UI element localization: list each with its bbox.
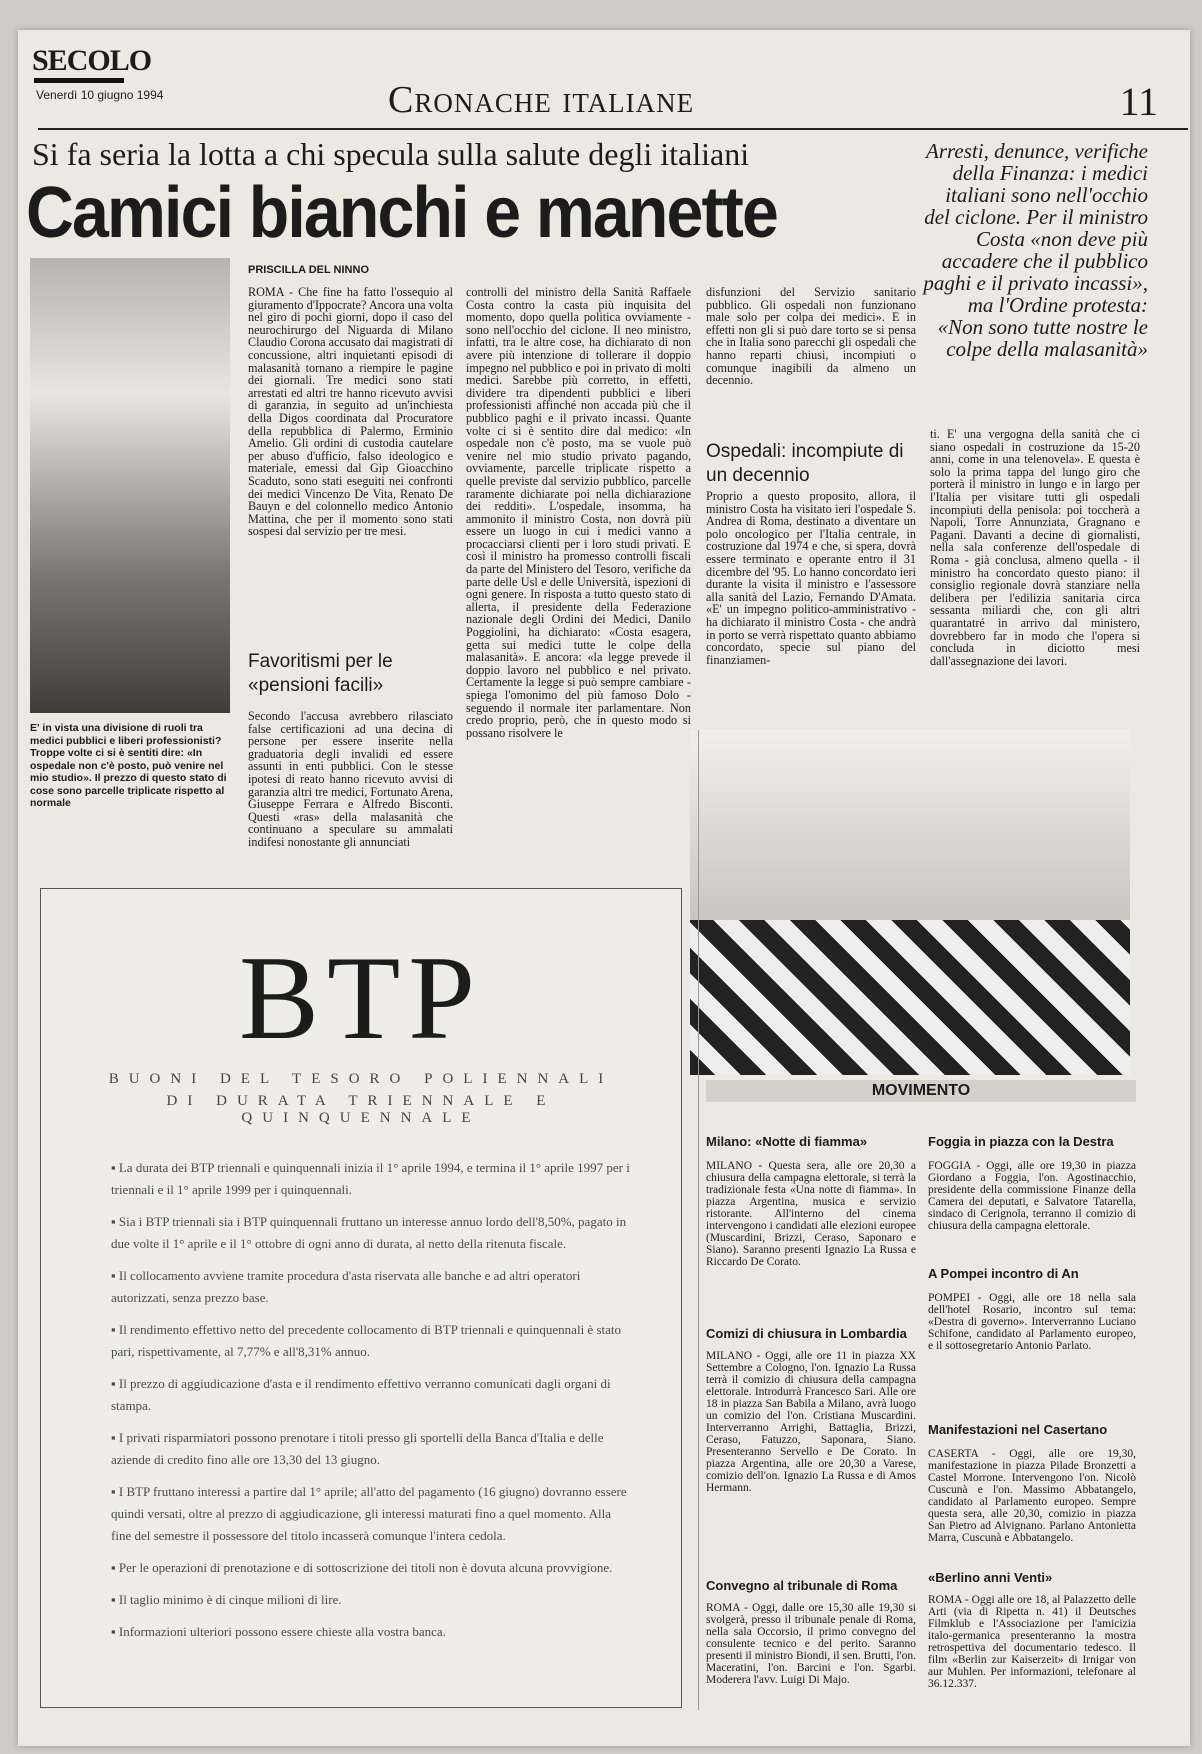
article-kicker: Si fa seria la lotta a chi specula sulla salute degli italiani xyxy=(32,136,750,172)
brief-title: Manifestazioni nel Casertano xyxy=(928,1422,1108,1437)
article-column-3: disfunzioni del Servizio sanitario pubblico. Gli ospedali non funzionano male solo per colpa dei medici». E in effetti non gli si può dare torto se si pensa che in Italia sono parecchi gli ospedali che hanno reparti chiusi, incompiuti o comunque inagibili da almeno un decennio. xyxy=(706,286,916,388)
brief-text: POMPEI - Oggi, alle ore 18 nella sala dell'hotel Rosario, incontro sul tema: «Destra di governo». Interverranno Luciano Schifone, candidato al Parlamento europeo, e il sottosegretario Antonio Parlato. xyxy=(928,1292,1136,1352)
masthead-rule xyxy=(38,128,1188,130)
article-headline: Camici bianchi e manette xyxy=(26,173,777,253)
article-column-2: controlli del ministro della Sanità Raffaele Costa contro la casta più inquisita del momento, dopo quella politica ovviamente - sono nell'occhio del ciclone. Il neo ministro, infatti, tra le altre cose, ha dichiarato di non avere più intenzione di tollerare il doppio impegno nel pubblico e poi in privato di molti medici. Sarebbe più corretto, in effetti, dividere tra dipendenti pubblici e liberi professionisti affinché non accada più che il pubblico paghi e il privato incassi. Quante volte ci si è sentito dire dal medico: «In ospedale non c'è posto, ma se vuole può venire nel mio studio privato pagando, ovviamente, parcelle triplicate rispetto a quelle previste dal servizio pubblico, parcelle raramente dichiarate poi nella dichiarazione dei redditi». L'ospedale, insomma, ha ammonito il ministro Costa, non dovrà più essere un luogo in cui i medici vanno a procacciarsi clienti per i loro studi privati. E così il ministro ha promesso controlli fiscali da parte del Ministero del Tesoro, verifiche da parte delle Usl e delle Università, ispezioni di ogni genere. In risposta a tutto questo stato di allerta, il presidente della Federazione nazionale degli Ordini dei Medici, Danilo Poggiolini, ha dichiarato: «Costa esagera, getta sui medici tutte le colpe della malasanità». E ancora: «la legge prevede il doppio lavoro nel pubblico e nel privato. Certamente la legge si può sempre cambiare - spiega l'omonimo del più famoso Dolo - seguendo il normale iter parlamentare. Non credo proprio, però, che in questo modo si possano risolvere le xyxy=(466,286,691,740)
subheading-favoritismi: Favoritismi per le «pensioni facili» xyxy=(248,651,393,696)
brief-title: Milano: «Notte di fiamma» xyxy=(706,1134,868,1149)
article-deck: Arresti, denunce, verifiche della Finanza: i medici italiani sono nell'occhio del ciclone. Per il ministro Costa «non deve più accadere che il pubblico paghi e il privato incassi», ma l'Ordine protesta: «Non sono tutte nostre le colpe della malasanità» xyxy=(923,139,1148,361)
ad-title: BTP xyxy=(238,931,484,1064)
brief-title: Comizi di chiusura in Lombardia xyxy=(706,1326,907,1341)
newspaper-logo: SECOLO xyxy=(32,44,152,77)
photo-caption: E' in vista una divisione di ruoli tra medici pubblici e liberi professionisti? Troppe volte ci si è sentiti dire: «In ospedale non c'è posto, può venire nel mio studio». Il prezzo di questo stato di cose sono parcelle triplicate rispetto al normale xyxy=(30,722,227,809)
byline: PRISCILLA DEL NINNO xyxy=(248,264,370,276)
btp-advertisement xyxy=(40,888,682,1708)
ad-item: ▪ I BTP fruttano interessi a partire dal 1° aprile; all'atto del pagamento (16 giugno) dovranno essere quindi versati, oltre al prezzo di aggiudicazione, gli interessi maturati fino a quel momento. Alla fine del semestre il possessore del titolo incasserà comunque l'intera cedola. xyxy=(111,1481,631,1547)
newspaper-page xyxy=(18,30,1190,1746)
column-divider xyxy=(698,730,699,1710)
ad-subtitle-2: DI DURATA TRIENNALE E QUINQUENNALE xyxy=(166,1093,556,1126)
brief-text: MILANO - Questa sera, alle ore 20,30 a chiusura della campagna elettorale, si terrà la tradizionale festa «Una notte di fiamma». In piazza Argentina, musica e servizio ristorante. All'interno del cinema intervengono i candidati alle elezioni europee (Muscardini, Brizzi, Ceraso, Saponaro e Siano). Saranno presenti Ignazio La Russa e Riccardo De Corato. xyxy=(706,1160,916,1268)
page-number: 11 xyxy=(1119,79,1158,124)
ad-subtitle-1: BUONI DEL TESORO POLIENNALI xyxy=(108,1071,614,1087)
movimento-title: MOVIMENTO xyxy=(871,1082,971,1099)
doctor-photo xyxy=(30,258,230,713)
brief-text: MILANO - Oggi, alle ore 11 in piazza XX Settembre a Cologno, l'on. Ignazio La Russa terrà il comizio di chiusura della campagna elettorale. Introdurrà Francesco Sari. Alle ore 18 in piazza San Babila a Milano, avrà luogo un comizio del l'on. Cristiana Muscardini. Interverranno Arrighi, Battaglia, Brizzi, Ceraso, Fatuzzo, Saponara, Siano. Presenteranno Servello e De Corato. In piazza Argentina, alle ore 20,30 a Varese, comizio dell'on. Ignazio La Russa e di Amos Hermann. xyxy=(706,1350,916,1494)
article-column-1b: Secondo l'accusa avrebbero rilasciato false certificazioni ad una decina di persone per essere inserite nella graduatoria degli invalidi ed essere assunti in enti pubblici. Con le stesse ipotesi di reato hanno ricevuto avvisi di garanzia altri tre medici, Fortunato Arena, Giuseppe Ferrara e Alfredo Bisconti. Questi «ras» della malasanità che continuano a speculare su ammalati indifesi nonostante gli annunciati xyxy=(248,710,453,849)
ad-item: ▪ I privati risparmiatori possono prenotare i titoli presso gli sportelli della Banca d'Italia e delle aziende di credito fino alle ore 13,30 del 13 giugno. xyxy=(111,1427,631,1471)
brief-title: A Pompei incontro di An xyxy=(928,1266,1079,1281)
brief-text: ROMA - Oggi, dalle ore 15,30 alle 19,30 si svolgerà, presso il tribunale penale di Roma, nella sala Occorsio, il primo convegno del consulente tecnico e del perito. Saranno presenti il ministro Biondi, il sen. Brutti, l'on. Maceratini, l'on. Barcini e l'on. Sgarbi. Moderera l'avv. Luigi Di Majo. xyxy=(706,1602,916,1686)
ad-item: ▪ Il taglio minimo è di cinque milioni di lire. xyxy=(111,1589,631,1611)
logo-underline xyxy=(34,78,124,83)
ad-list xyxy=(111,1157,631,1653)
ad-item: ▪ Per le operazioni di prenotazione e di sottoscrizione dei titoli non è dovuta alcuna provvigione. xyxy=(111,1557,631,1579)
article-column-3b: Proprio a questo proposito, allora, il ministro Costa ha visitato ieri l'ospedale S. Andrea di Roma, destinato a diventare un polo oncologico per l'Italia centrale, in costruzione dal 1974 e che, si spera, dovrà essere terminato e operante entro il 31 dicembre del '95. Lo hanno concordato ieri durante la visita il ministro e l'assessore alla sanità del Lazio, Fernando D'Amata. «E' un impegno politico-amministrativo - ha dichiarato il ministro Costa - che andrà in porto se verrà rispettato quanto abbiamo concordato, specie sul piano del finanziamen- xyxy=(706,490,916,667)
ad-item: ▪ La durata dei BTP triennali e quinquennali inizia il 1° aprile 1994, e termina il 1° aprile 1997 per i triennali e il 1° aprile 1999 per i quinquennali. xyxy=(111,1157,631,1201)
masthead xyxy=(28,38,1178,128)
hospital-photo xyxy=(690,730,1130,1075)
ad-item: ▪ Il collocamento avviene tramite procedura d'asta riservata alle banche e ad altri operatori autorizzati, senza prezzo base. xyxy=(111,1265,631,1309)
brief-title: «Berlino anni Venti» xyxy=(928,1570,1053,1585)
ad-item: ▪ Il prezzo di aggiudicazione d'asta e il rendimento effettivo verranno comunicati dagli organi di stampa. xyxy=(111,1373,631,1417)
brief-title: Convegno al tribunale di Roma xyxy=(706,1578,898,1593)
brief-text: FOGGIA - Oggi, alle ore 19,30 in piazza Giordano a Foggia, l'on. Agostinacchio, presidente della commissione Finanze della Camera dei deputati, e Salvatore Tatarella, sindaco di Cerignola, terranno il comizio di chiusura della campagna elettorale. xyxy=(928,1160,1136,1232)
ad-item: ▪ Sia i BTP triennali sia i BTP quinquennali fruttano un interesse annuo lordo dell'8,50%, pagato in due volte il 1° aprile e il 1° ottobre di ogni anno di durata, al netto della ritenuta fiscale. xyxy=(111,1211,631,1255)
ad-item: ▪ Informazioni ulteriori possono essere chieste alla vostra banca. xyxy=(111,1621,631,1643)
brief-title: Foggia in piazza con la Destra xyxy=(928,1134,1114,1149)
issue-date: Venerdì 10 giugno 1994 xyxy=(36,88,164,102)
brief-text: ROMA - Oggi alle ore 18, al Palazzetto delle Arti (via di Ripetta n. 41) il Deutsches Filmklub e l'Associazione per l'amicizia italo-germanica presenteranno la mostra retrospettiva del documentario tedesco. Il film «Berlin zur Kaiserzeit» di Irnigar von aur Muhlen. Per informazioni, telefonare al 36.12.337. xyxy=(928,1594,1136,1690)
ad-item: ▪ Il rendimento effettivo netto del precedente collocamento di BTP triennali e quinquennali è stato pari, rispettivamente, al 7,77% e all'8,31% annuo. xyxy=(111,1319,631,1363)
article-column-1: ROMA - Che fine ha fatto l'ossequio al giuramento d'Ippocrate? Ancora una volta nel giro di pochi giorni, dopo il caso del neurochirurgo del Niguarda di Milano Claudio Corona accusato dai magistrati di concussione, altri inquietanti episodi di malasanità tornano a riempire le pagine dei giornali. Tre medici sono stati arrestati ed altri tre hanno ricevuto avvisi di garanzia, in seguito ad un'inchiesta della Digos coordinata dal Procuratore della repubblica di Palermo, Erminio Amelio. Gli ordini di custodia cautelare per abuso d'ufficio, falso ideologico e materiale, emessi dal Gip Gioacchino Scaduto, sono stati eseguiti nei confronti dei medici Vincenzo De Vita, Renato De Bauyn e del colonnello medico Antonio Mattina, che per il momento sono stati sospesi dal servizio per tre mesi. xyxy=(248,286,453,539)
section-title: Cronache italiane xyxy=(388,79,695,121)
article-column-4: ti. E' una vergogna della sanità che ci siano ospedali in costruzione da 15-20 anni, come in una telenovela». E questa è solo la prima tappa del lungo giro che porterà il ministro in lungo e in largo per l'Italia per visitare tutti gli ospedali incompiuti della penisola: poi toccherà a Napoli, Torre Annunziata, Gragnano e Pagani. Davanti a decine di giornalisti, nella sala conferenze dell'ospedale di Roma - già conclusa, almeno quella - il ministro ha concordato questo piano: il consiglio regionale dovrà stanziare nella delibera per l'edilizia sanitaria circa sessanta miliardi che, con gli altri quarantatré in arrivo dal ministero, dovrebbero far in modo che l'opera si concluda in diciotto mesi dall'assegnazione dei lavori. xyxy=(930,428,1140,668)
subheading-ospedali: Ospedali: incompiute di un decennio xyxy=(706,441,904,486)
brief-text: CASERTA - Oggi, alle ore 19,30, manifestazione in piazza Pilade Bronzetti a Castel Morrone. Intervengono l'on. Nicolò Cuscunà e l'on. Massimo Abbatangelo, candidato al Parlamento europeo. Sempre questa sera, alle 20,30, comizio in piazza San Pietro ad Alvignano. Parlano Antonietta Marra, Cuscunà e Abbatangelo. xyxy=(928,1448,1136,1544)
